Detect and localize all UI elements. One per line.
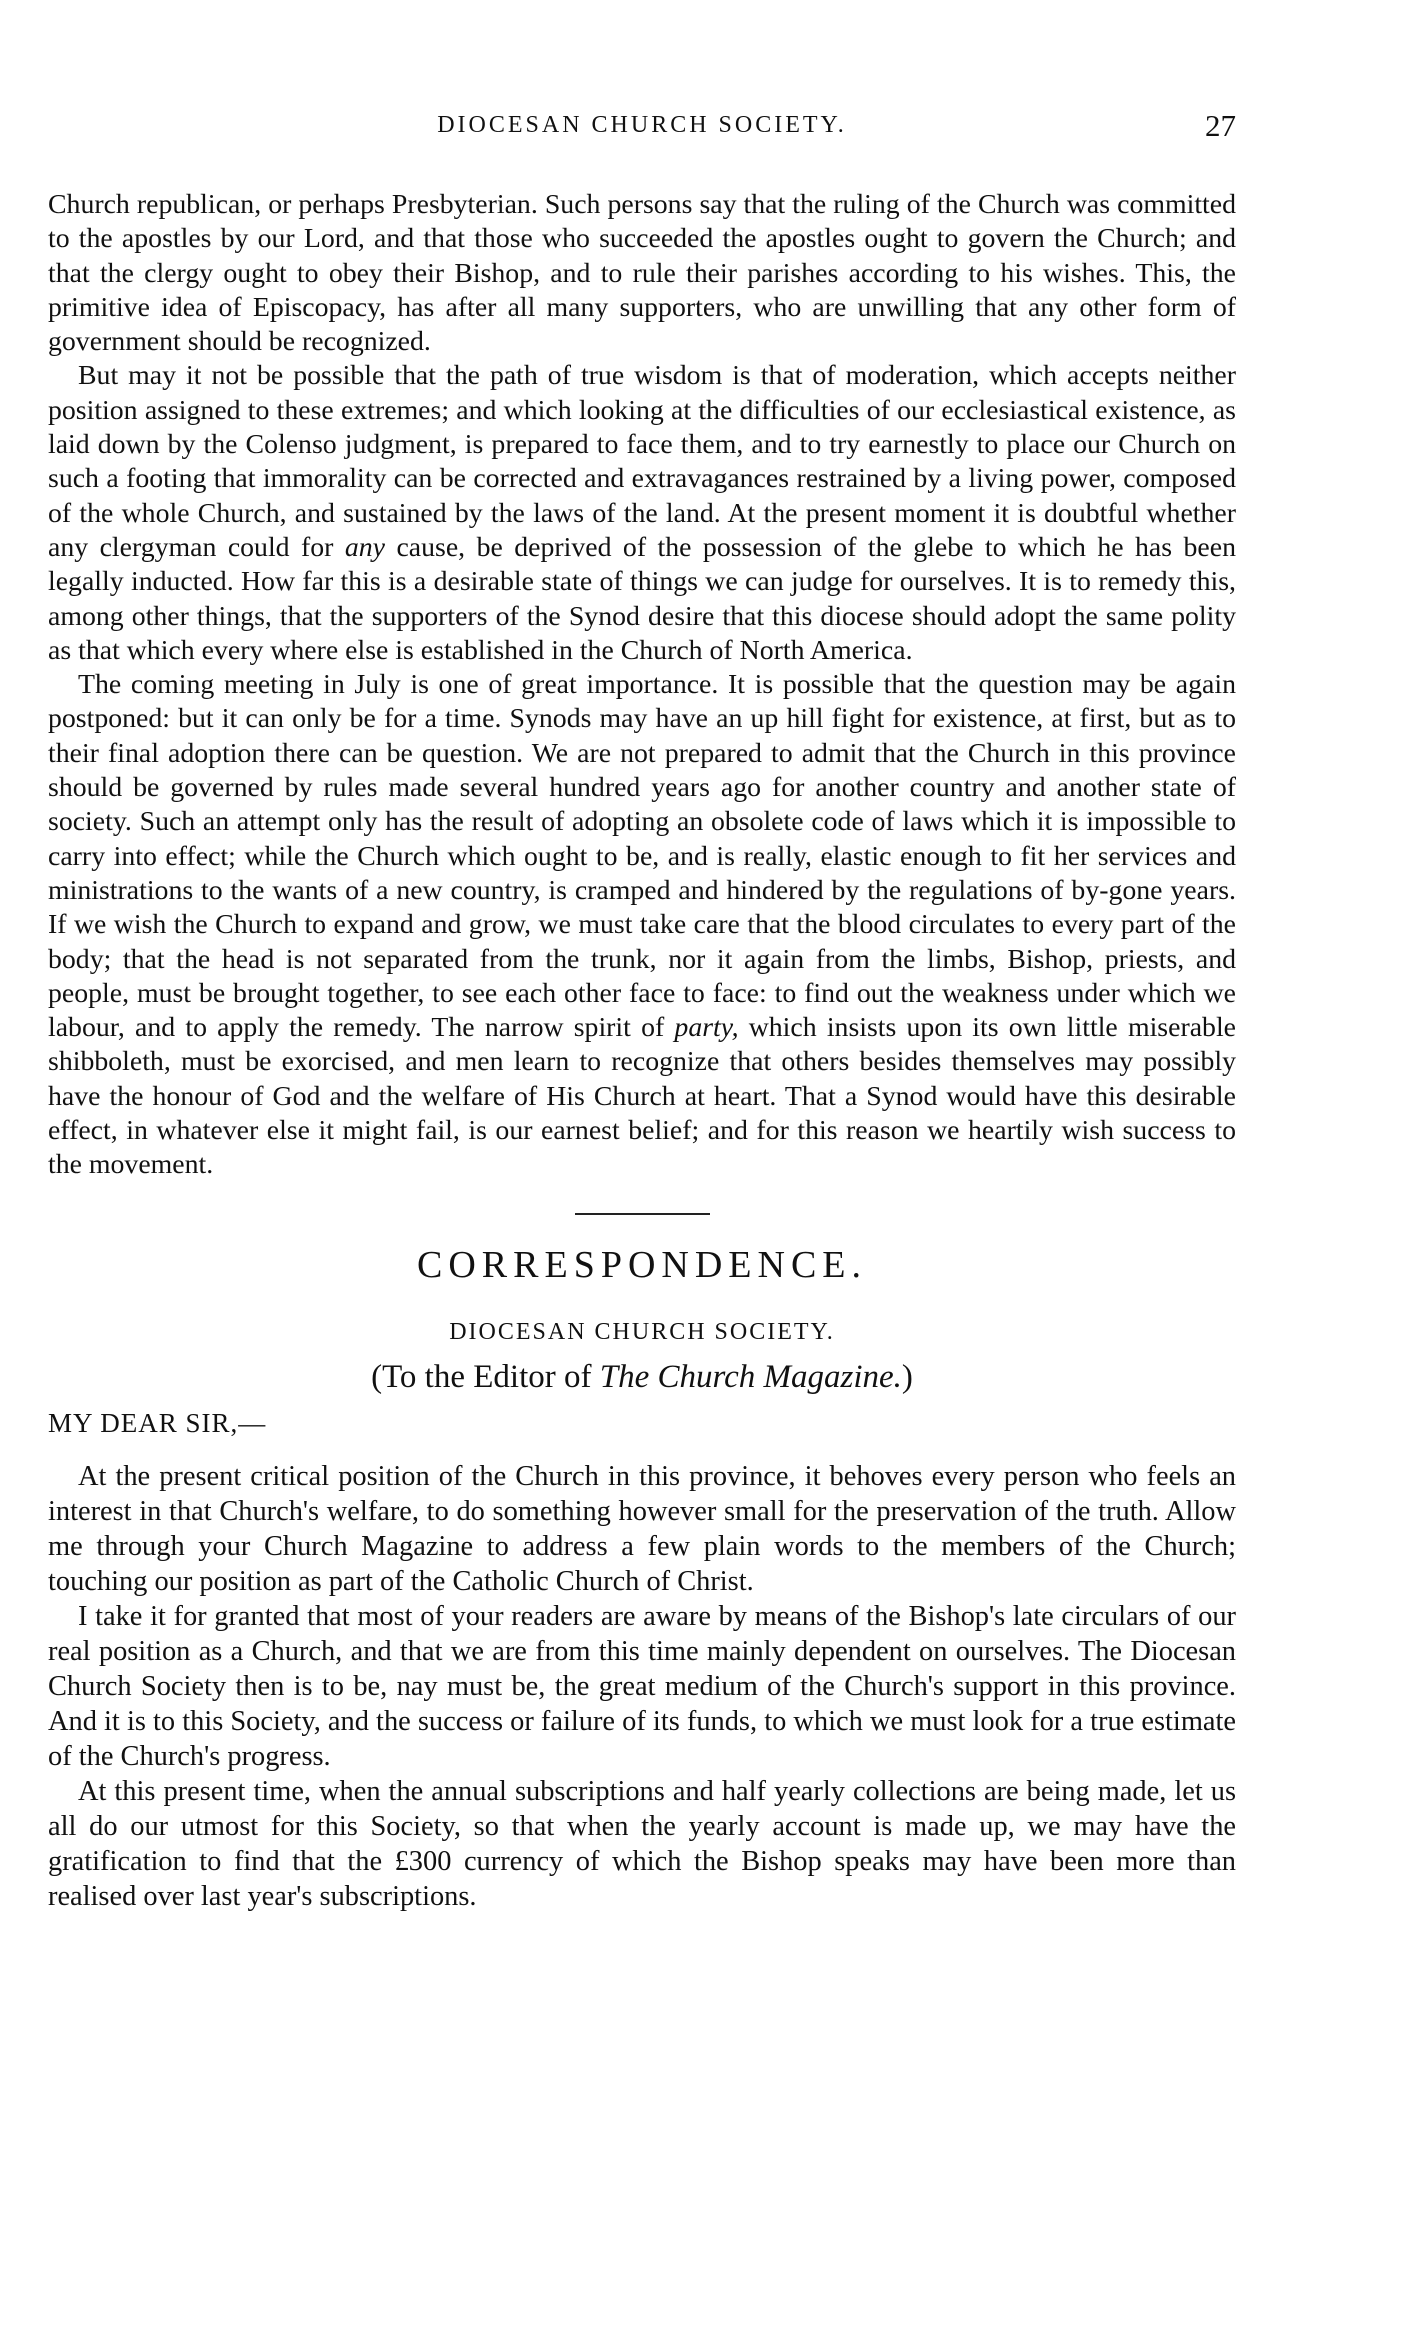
- body-column: [48, 188, 1236, 1914]
- article-paragraph-3: [48, 668, 1236, 1182]
- page-number: 27: [1205, 108, 1236, 143]
- article-paragraph-1: Church republican, or perhaps Presbyterian. Such persons say that the ruling of the Church was committed to the apostles by our Lord, and that those who succeeded the apostles ought to govern the Church; and that the clergy ought to obey their Bishop, and to rule their parishes according to his wishes. This, the primitive idea of Episcopacy, has after all many supporters, who are unwilling that any other form of government should be recognized.: [48, 189, 1236, 358]
- paragraph-text: But may it not be possible that the path of true wisdom is that of moderation, which accepts neither position assigned to these extremes; and which looking at the difficulties of our ecclesiastical existence, as laid down by the Colenso judgment, is prepared to face them, and to try earnestly to place our Church on such a footing that immorality can be corrected and extravagances restrained by a living power, composed of the whole Church, and sustained by the laws of the land. At the present moment it is doubtful whether any clergyman could for: [48, 360, 1236, 563]
- editor-line-text: (To the Editor of: [371, 1358, 600, 1395]
- letter-paragraph-1: At the present critical position of the Church in this province, it behoves every person who feels an interest in that Church's welfare, to do something however small for the preservation of the truth. Allow me through your Church Magazine to address a few plain words to the members of the Church; touching our position as part of the Catholic Church of Christ.: [48, 1460, 1236, 1597]
- article-paragraph-2: [48, 359, 1236, 668]
- section-divider: [575, 1213, 710, 1215]
- paragraph-text: cause, be deprived of the possession of the glebe to which he has been legally inducted. How far this is a desirable state of things we can judge for ourselves. It is to remedy this, among other things, that the supporters of the Synod desire that this diocese should adopt the same polity as that which every where else is established in the Church of North America.: [48, 531, 1236, 666]
- letter-subheading: DIOCESAN CHURCH SOCIETY.: [449, 1318, 835, 1345]
- paragraph-text: The coming meeting in July is one of great importance. It is possible that the question may be again postponed: but it can only be for a time. Synods may have an up hill fight for existence, at first, but as to their final adoption there can be question. We are not prepared to admit that the Church in this province should be governed by rules made several hundred years ago for another country and another state of society. Such an attempt only has the result of adopting an obsolete code of laws which it is impossible to carry into effect; while the Church which ought to be, and is really, elastic enough to fit her services and ministrations to the wants of a new country, is cramped and hindered by the regulations of by-gone years. If we wish the Church to expand and grow, we must take care that the blood circulates to every part of the body; that the head is not separated from the trunk, nor it again from the limbs, Bishop, priests, and people, must be brought together, to see each other face to face: to find out the weakness under which we labour, and to apply the remedy. The narrow spirit of: [48, 669, 1236, 1044]
- correspondence-heading: CORRESPONDENCE.: [417, 1243, 867, 1286]
- emphasis-text: any: [344, 531, 386, 563]
- letter-paragraph-3: At this present time, when the annual subscriptions and half yearly collections are being made, let us all do our utmost for this Society, so that when the yearly account is made up, we may have the gratification to find that the £300 currency of which the Bishop speaks may have been more than realised over last year's subscriptions.: [48, 1775, 1236, 1912]
- letter-paragraph-2: I take it for granted that most of your readers are aware by means of the Bishop's late circulars of our real position as a Church, and that we are from this time mainly dependent on ourselves. The Diocesan Church Society then is to be, nay must be, the great medium of the Church's support in this province. And it is to this Society, and the success or failure of its funds, to which we must look for a true estimate of the Church's progress.: [48, 1600, 1236, 1772]
- letter-salutation: MY DEAR SIR,—: [48, 1407, 267, 1438]
- running-title: DIOCESAN CHURCH SOCIETY.: [437, 112, 847, 138]
- editor-line-text: ): [901, 1358, 913, 1395]
- paragraph-text: which insists upon its own little miserable shibboleth, must be exorcised, and men learn to recognize that others besides themselves may possibly have the honour of God and the welfare of His Church at heart. That a Synod would have this desirable effect, in whatever else it might fail, is our earnest belief; and for this reason we heartily wish success to the movement.: [48, 1012, 1237, 1181]
- magazine-title: The Church Magazine.: [599, 1358, 902, 1395]
- editor-address-line: [48, 1357, 1236, 1397]
- emphasis-text: party,: [674, 1012, 739, 1044]
- letter-body: [48, 1459, 1236, 1914]
- running-head: [48, 108, 1236, 152]
